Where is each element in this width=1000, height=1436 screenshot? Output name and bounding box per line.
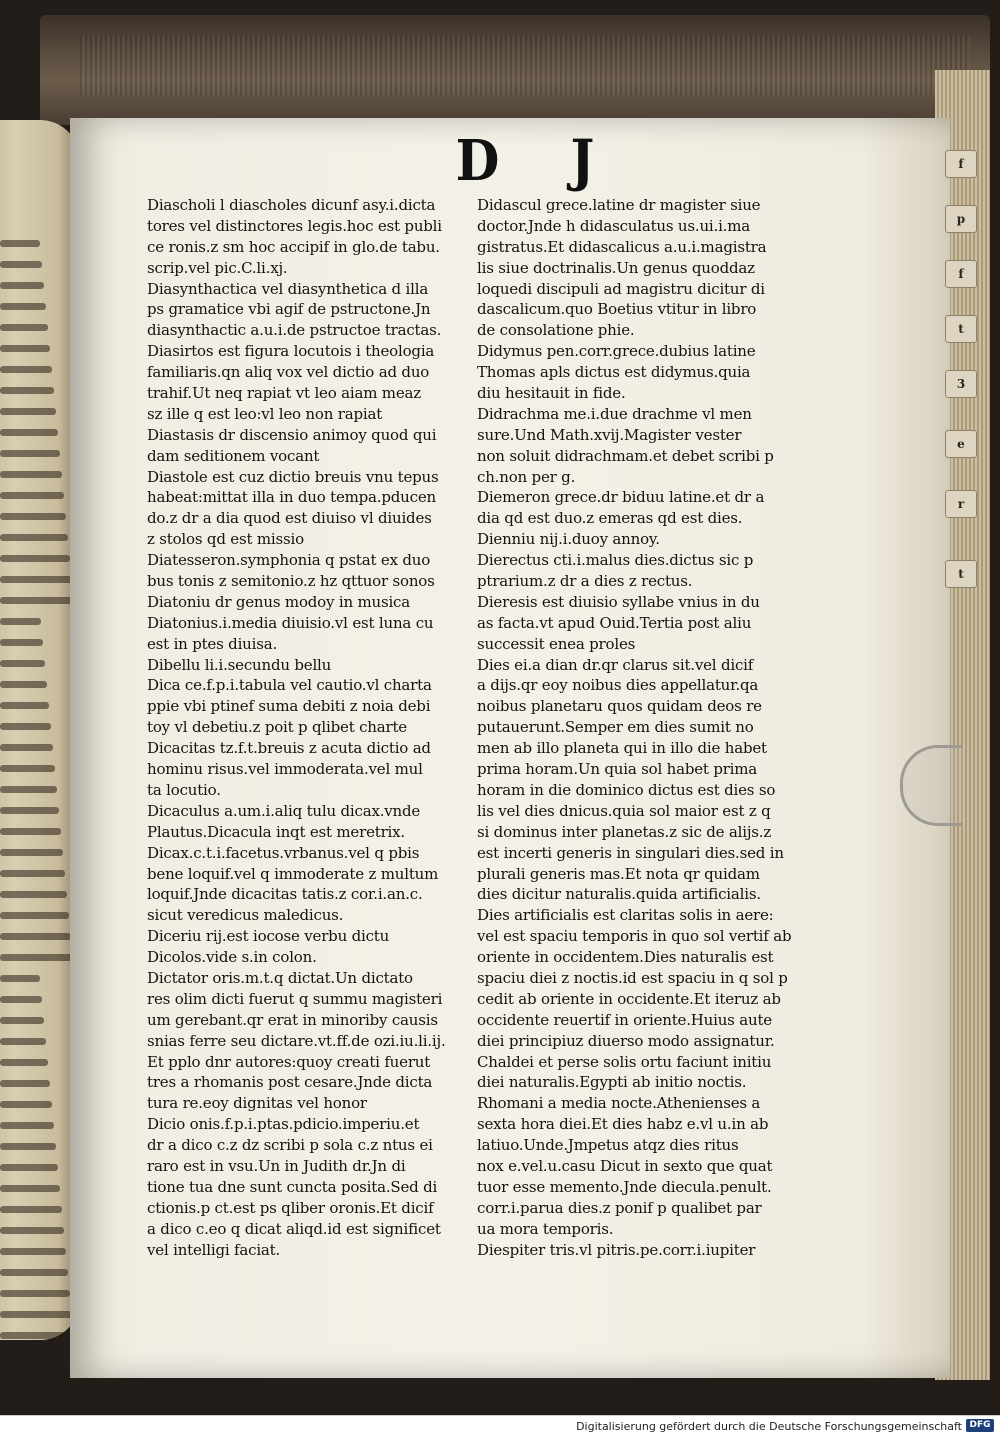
text-line: Diatonius.i.media diuisio.vl est luna cu [147, 613, 434, 632]
ghost-text-line [0, 702, 49, 709]
text-line: ta locutio. [147, 780, 221, 799]
ghost-text-line [0, 492, 64, 499]
text-line: Dies ei.a dian dr.qr clarus sit.vel dicif [477, 655, 754, 674]
ghost-text-line [0, 1017, 44, 1024]
ghost-text-line [0, 807, 59, 814]
text-line: loquedi discipuli ad magistru dicitur di [477, 279, 765, 298]
text-line: as facta.vt apud Ouid.Tertia post aliu [477, 613, 752, 632]
text-line: Dicolos.vide s.in colon. [147, 948, 317, 967]
ghost-text-line [0, 786, 57, 793]
text-line: vel est spaciu temporis in quo sol vertif ab [477, 927, 792, 946]
text-line: successit enea proles [477, 634, 636, 653]
text-line: dr a dico c.z dz scribi p sola c.z ntus ei [147, 1136, 433, 1155]
text-line: occidente reuertif in oriente.Huius aute [477, 1010, 772, 1029]
book-top-edge [40, 15, 990, 125]
text-line: tione tua dne sunt cuncta posita.Sed di [147, 1177, 438, 1196]
text-line: lis siue doctrinalis.Un genus quoddaz [477, 258, 755, 277]
text-line: a dijs.qr eoy noibus dies appellatur.qa [477, 676, 759, 695]
ghost-text-line [0, 1311, 72, 1318]
ghost-text-line [0, 723, 51, 730]
ghost-text-line [0, 828, 61, 835]
ghost-text-line [0, 345, 50, 352]
text-line: diasynthactic a.u.i.de pstructoe tractas. [147, 321, 442, 340]
ghost-text-line [0, 1227, 64, 1234]
text-line: toy vl debetiu.z poit p qlibet charte [147, 718, 407, 737]
ghost-text-line [0, 891, 67, 898]
text-line: Dictator oris.m.t.q dictat.Un dictato [147, 968, 413, 987]
text-line: doctor.Jnde h didasculatus us.ui.i.ma [477, 216, 751, 235]
text-line: ptrarium.z dr a dies z rectus. [477, 572, 693, 591]
ghost-text-line [0, 1248, 66, 1255]
text-line: raro est in vsu.Un in Judith dr.Jn di [147, 1156, 406, 1175]
text-line: bus tonis z semitonio.z hz qttuor sonos [147, 572, 435, 591]
text-line: Dicio onis.f.p.i.ptas.pdicio.imperiu.et [147, 1115, 420, 1134]
ghost-text-line [0, 366, 52, 373]
ghost-text-line [0, 1143, 56, 1150]
header-initial-d: D [455, 128, 521, 194]
text-line: gistratus.Et didascalicus a.u.i.magistra [477, 237, 767, 256]
ghost-text-line [0, 639, 43, 646]
text-line: Chaldei et perse solis ortu faciunt initiu [477, 1052, 772, 1071]
fore-edge-tab: f [945, 150, 977, 178]
text-line: sz ille q est leo:vl leo non rapiat [147, 404, 383, 423]
text-line: familiaris.qn aliq vox vel dictio ad duo [147, 363, 430, 382]
ghost-text-line [0, 303, 46, 310]
text-line: Diatesseron.symphonia q pstat ex duo [147, 551, 431, 570]
text-line: bene loquif.vel q immoderate z multum [147, 864, 439, 883]
text-line: snias ferre seu dictare.vt.ff.de ozi.iu.li.ij. [147, 1031, 446, 1050]
text-line: habeat:mittat illa in duo tempa.pducen [147, 488, 436, 507]
text-line: Diastole est cuz dictio breuis vnu tepus [147, 467, 439, 486]
page-header-initials [0, 128, 1000, 194]
text-line: Dieresis est diuisio syllabe vnius in du [477, 592, 760, 611]
text-line: latiuo.Unde.Jmpetus atqz dies ritus [477, 1136, 739, 1155]
fore-edge-tab: f [945, 260, 977, 288]
text-line: ps gramatice vbi agif de pstructone.Jn [147, 300, 431, 319]
ghost-text-line [0, 618, 41, 625]
ghost-text-line [0, 429, 58, 436]
ghost-text-line [0, 933, 71, 940]
text-line: Dicaculus a.um.i.aliq tulu dicax.vnde [147, 801, 421, 820]
fore-edge-tab: p [945, 205, 977, 233]
fore-edge-tab: e [945, 430, 977, 458]
text-line: Didrachma me.i.due drachme vl men [477, 404, 752, 423]
ghost-text-line [0, 660, 45, 667]
ghost-text-line [0, 849, 63, 856]
text-line: oriente in occidentem.Dies naturalis est [477, 948, 774, 967]
text-line: tura re.eoy dignitas vel honor [147, 1094, 367, 1113]
text-line: Dicacitas tz.f.t.breuis z acuta dictio ad [147, 739, 431, 758]
fore-edge-tab: r [945, 490, 977, 518]
text-line: Diatoniu dr genus modoy in musica [147, 592, 410, 611]
text-line: de consolatione phie. [477, 321, 635, 340]
footer-bar [0, 1415, 1000, 1436]
ghost-text-line [0, 408, 56, 415]
text-line: men ab illo planeta qui in illo die habet [477, 739, 767, 758]
text-line: est in ptes diuisa. [147, 634, 278, 653]
text-line: a dico c.eo q dicat aliqd.id est significet [147, 1219, 441, 1238]
text-line: Diastasis dr discensio animoy quod qui [147, 425, 437, 444]
ghost-text-line [0, 387, 54, 394]
text-line: lis vel dies dnicus.quia sol maior est z q [477, 801, 771, 820]
text-line: diei naturalis.Egypti ab initio noctis. [477, 1073, 747, 1092]
ghost-text-line [0, 1332, 74, 1339]
text-line: tores vel distinctores legis.hoc est publi [147, 216, 442, 235]
text-line: nox e.vel.u.casu Dicut in sexto que quat [477, 1156, 773, 1175]
ghost-text-line [0, 555, 70, 562]
ghost-text-line [0, 954, 73, 961]
text-line: tres a rhomanis post cesare.Jnde dicta [147, 1073, 433, 1092]
text-line: Dies artificialis est claritas solis in aere: [477, 906, 774, 925]
ghost-text-line [0, 744, 53, 751]
text-line: Dicax.c.t.i.facetus.vrbanus.vel q pbis [147, 843, 420, 862]
text-line: Dienniu nij.i.duoy annoy. [477, 530, 660, 549]
text-line: z stolos qd est missio [147, 530, 304, 549]
ghost-text-line [0, 975, 40, 982]
text-line: sicut veredicus maledicus. [147, 906, 344, 925]
text-line: est incerti generis in singulari dies.sed in [477, 843, 784, 862]
text-line: Didymus pen.corr.grece.dubius latine [477, 342, 756, 361]
text-line: Plautus.Dicacula inqt est meretrix. [147, 822, 405, 841]
text-line: dies dicitur naturalis.quida artificialis. [477, 885, 761, 904]
ghost-text-line [0, 597, 74, 604]
text-line: cedit ab oriente in occidente.Et iteruz ab [477, 989, 781, 1008]
text-line: plurali generis mas.Et nota qr quidam [477, 864, 760, 883]
text-line: Rhomani a media nocte.Athenienses a [477, 1094, 761, 1113]
text-line: res olim dicti fuerut q summu magisteri [147, 989, 443, 1008]
text-line: loquif.Jnde dicacitas tatis.z cor.i.an.c. [147, 885, 423, 904]
text-line: Diasynthactica vel diasynthetica d illa [147, 279, 429, 298]
left-facing-page [0, 120, 80, 1340]
ghost-text-line [0, 1269, 68, 1276]
text-line: Didascul grece.latine dr magister siue [477, 196, 761, 214]
text-line: scrip.vel pic.C.li.xj. [147, 258, 288, 277]
text-line: prima horam.Un quia sol habet prima [477, 760, 758, 779]
ghost-text-line [0, 471, 62, 478]
ghost-text-line [0, 240, 40, 247]
header-initial-j: J [570, 128, 616, 194]
text-line: dam seditionem vocant [147, 446, 320, 465]
ghost-text-line [0, 324, 48, 331]
text-line: do.z dr a dia quod est diuiso vl diuides [147, 509, 432, 528]
ghost-text-line [0, 1101, 52, 1108]
fore-edge-tab: t [945, 560, 977, 588]
left-text-column [147, 195, 463, 1260]
ghost-text-line [0, 1122, 54, 1129]
text-line: horam in die dominico dictus est dies so [477, 780, 776, 799]
text-line: tuor esse memento.Jnde diecula.penult. [477, 1177, 772, 1196]
text-line: hominu risus.vel immoderata.vel mul [147, 760, 423, 779]
text-line: noibus planetaru quos quidam deos re [477, 697, 762, 716]
text-line: Dica ce.f.p.i.tabula vel cautio.vl charta [147, 676, 432, 695]
text-line: trahif.Ut neq rapiat vt leo aiam meaz [147, 384, 421, 403]
ghost-text-line [0, 681, 47, 688]
text-line: um gerebant.qr erat in minoriby causis [147, 1010, 438, 1029]
text-line: spaciu diei z noctis.id est spaciu in q sol p [477, 968, 788, 987]
text-line: vel intelligi faciat. [147, 1240, 281, 1259]
text-line: dascalicum.quo Boetius vtitur in libro [477, 300, 757, 319]
ghost-text-line [0, 534, 68, 541]
ghost-text-line [0, 282, 44, 289]
text-line: Diascholi l diascholes dicunf asy.i.dicta [147, 196, 436, 214]
ghost-text-line [0, 1059, 48, 1066]
text-line: Dibellu li.i.secundu bellu [147, 655, 332, 674]
clasp-ring [900, 745, 963, 826]
ghost-text-line [0, 1080, 50, 1087]
text-line: Diespiter tris.vl pitris.pe.corr.i.iupiter [477, 1240, 756, 1259]
text-line: sure.Und Math.xvij.Magister vester [477, 425, 742, 444]
ghost-text-line [0, 765, 55, 772]
text-line: putauerunt.Semper em dies sumit no [477, 718, 754, 737]
text-line: ppie vbi ptinef suma debiti z noia debi [147, 697, 431, 716]
text-line: dia qd est duo.z emeras qd est dies. [477, 509, 743, 528]
ghost-text-line [0, 1164, 58, 1171]
text-line: corr.i.parua dies.z ponif p qualibet par [477, 1198, 762, 1217]
fore-edge-tab: 3 [945, 370, 977, 398]
fore-edge-tab: t [945, 315, 977, 343]
ghost-text-line [0, 912, 69, 919]
ghost-text-line [0, 1290, 70, 1297]
text-line: ch.non per g. [477, 467, 576, 486]
ghost-text-line [0, 996, 42, 1003]
footer-credit: Digitalisierung gefördert durch die Deutsche Forschungsgemeinschaft [576, 1420, 962, 1433]
text-line: ctionis.p ct.est ps qliber oronis.Et dicif [147, 1198, 434, 1217]
text-line: Et pplo dnr autores:quoy creati fuerut [147, 1052, 431, 1071]
text-line: non soluit didrachmam.et debet scribi p [477, 446, 774, 465]
text-line: Dierectus cti.i.malus dies.dictus sic p [477, 551, 754, 570]
ghost-text-line [0, 1185, 60, 1192]
text-line: Diemeron grece.dr biduu latine.et dr a [477, 488, 765, 507]
text-line: Thomas apls dictus est didymus.quia [477, 363, 751, 382]
text-line: Diceriu rij.est iocose verbu dictu [147, 927, 390, 946]
ghost-text-line [0, 513, 66, 520]
text-line: diei principiuz diuerso modo assignatur. [477, 1031, 775, 1050]
text-line: si dominus inter planetas.z sic de alijs.z [477, 822, 772, 841]
text-line: ce ronis.z sm hoc accipif in glo.de tabu. [147, 237, 440, 256]
text-line: Diasirtos est figura locutois i theologia [147, 342, 435, 361]
ghost-text-line [0, 870, 65, 877]
text-line: sexta hora diei.Et dies habz e.vl u.in ab [477, 1115, 769, 1134]
ghost-text-line [0, 576, 72, 583]
right-text-column [477, 195, 795, 1260]
ghost-text-line [0, 1038, 46, 1045]
text-line: ua mora temporis. [477, 1219, 614, 1238]
ghost-text-line [0, 450, 60, 457]
dfg-logo: DFG [966, 1419, 994, 1432]
ghost-text-line [0, 1206, 62, 1213]
text-line: diu hesitauit in fide. [477, 384, 626, 403]
ghost-text-line [0, 261, 42, 268]
